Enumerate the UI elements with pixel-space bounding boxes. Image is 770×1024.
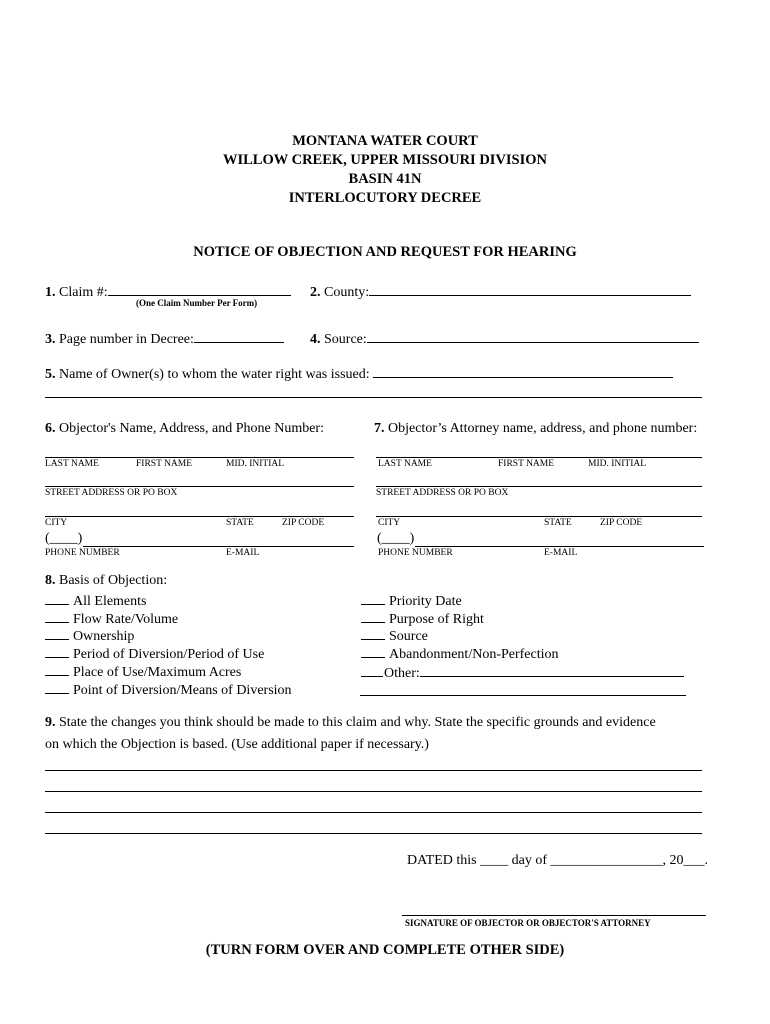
objector-street-line[interactable]: [45, 486, 354, 487]
basis-option-point-of-diversion[interactable]: [45, 681, 292, 699]
q2-number: 2.: [310, 285, 321, 300]
source-field[interactable]: [310, 329, 699, 348]
objector-city-line[interactable]: [45, 516, 354, 517]
basis-heading: [45, 573, 167, 589]
q9-answer-line[interactable]: [45, 812, 702, 813]
basis-option-purpose[interactable]: [361, 610, 484, 628]
attorney-phone-prefix: (____): [377, 531, 415, 546]
checkbox-blank[interactable]: [361, 627, 385, 640]
attorney-street-label: STREET ADDRESS OR PO BOX: [376, 488, 509, 498]
attorney-phone-label: PHONE NUMBER: [378, 548, 453, 558]
court-name: MONTANA WATER COURT: [292, 133, 478, 149]
county-field[interactable]: [310, 282, 691, 301]
source-input[interactable]: [367, 329, 699, 343]
county-label: County:: [324, 285, 370, 300]
checkbox-blank[interactable]: [45, 663, 69, 676]
attorney-last-name-label: LAST NAME: [378, 459, 432, 469]
signature-line[interactable]: [402, 915, 706, 916]
basis-option-abandonment[interactable]: [361, 645, 559, 663]
owner-name-input[interactable]: [373, 364, 673, 378]
dated-line[interactable]: DATED this ____ day of ________________, 20___.: [407, 853, 708, 868]
other-input[interactable]: [420, 663, 684, 677]
option-label: Flow Rate/Volume: [73, 612, 179, 627]
q9-text-line1: [45, 715, 656, 731]
objector-street-label: STREET ADDRESS OR PO BOX: [45, 488, 178, 498]
county-input[interactable]: [369, 282, 691, 296]
attorney-zip-label: ZIP CODE: [600, 518, 643, 528]
attorney-email-label: E-MAIL: [544, 548, 578, 558]
basis-option-priority-date[interactable]: [361, 592, 462, 610]
basis-option-source[interactable]: [361, 627, 428, 645]
page-number-label: Page number in Decree:: [59, 332, 194, 347]
attorney-street-line[interactable]: [376, 486, 702, 487]
objector-mid-initial-label: MID. INITIAL: [226, 459, 285, 469]
page-number-input[interactable]: [194, 329, 284, 343]
q9-text-line2: on which the Objection is based. (Use additional paper if necessary.): [45, 737, 429, 752]
option-label: Priority Date: [389, 594, 462, 609]
attorney-city-label: CITY: [378, 518, 401, 528]
checkbox-blank[interactable]: [45, 592, 69, 605]
option-label: All Elements: [73, 594, 147, 609]
decree-type: INTERLOCUTORY DECREE: [288, 190, 482, 206]
objector-label: Objector's Name, Address, and Phone Number:: [59, 421, 324, 436]
basis-option-flow-rate[interactable]: [45, 610, 178, 628]
claim-number-label: Claim #:: [59, 285, 108, 300]
objector-name-line[interactable]: [45, 457, 354, 458]
option-label: Other:: [384, 666, 420, 681]
attorney-state-label: STATE: [544, 518, 572, 528]
claim-number-note: (One Claim Number Per Form): [136, 298, 258, 308]
checkbox-blank[interactable]: [45, 610, 69, 623]
q9-instructions: State the changes you think should be made to this claim and why. State the specific grounds and evidence: [59, 715, 656, 730]
objector-phone-label: PHONE NUMBER: [45, 548, 120, 558]
option-label: Period of Diversion/Period of Use: [73, 647, 265, 662]
source-label: Source:: [324, 332, 367, 347]
option-label: Abandonment/Non-Perfection: [389, 647, 559, 662]
objector-last-name-label: LAST NAME: [45, 459, 99, 469]
signature-label: SIGNATURE OF OBJECTOR OR OBJECTOR'S ATTORNEY: [405, 918, 651, 928]
attorney-heading: [374, 421, 697, 437]
checkbox-blank[interactable]: [361, 645, 385, 658]
attorney-phone-line[interactable]: [415, 546, 704, 547]
q4-number: 4.: [310, 332, 321, 347]
basis-option-ownership[interactable]: [45, 627, 134, 645]
claim-number-input[interactable]: [108, 282, 291, 296]
attorney-first-name-label: FIRST NAME: [498, 459, 555, 469]
q9-answer-line[interactable]: [45, 770, 702, 771]
attorney-city-line[interactable]: [376, 516, 702, 517]
option-label: Purpose of Right: [389, 612, 484, 627]
page-number-field[interactable]: [45, 329, 284, 348]
q3-number: 3.: [45, 332, 56, 347]
attorney-label: Objector’s Attorney name, address, and phone number:: [388, 421, 698, 436]
basis-option-all-elements[interactable]: [45, 592, 147, 610]
form-title: NOTICE OF OBJECTION AND REQUEST FOR HEARING: [193, 244, 577, 260]
turn-over-notice: (TURN FORM OVER AND COMPLETE OTHER SIDE): [205, 942, 565, 958]
basin-name: BASIN 41N: [348, 171, 422, 187]
division-name: WILLOW CREEK, UPPER MISSOURI DIVISION: [222, 152, 548, 168]
q9-number: 9.: [45, 715, 56, 730]
owner-name-label: Name of Owner(s) to whom the water right was issued:: [59, 367, 370, 382]
objector-heading: [45, 421, 324, 437]
attorney-name-line[interactable]: [376, 457, 702, 458]
other-continuation-line[interactable]: [360, 695, 686, 696]
objector-zip-label: ZIP CODE: [282, 518, 325, 528]
objector-phone-prefix: (____): [45, 531, 83, 546]
objector-state-label: STATE: [226, 518, 254, 528]
q7-number: 7.: [374, 421, 385, 436]
objector-first-name-label: FIRST NAME: [136, 459, 193, 469]
objector-email-label: E-MAIL: [226, 548, 260, 558]
q9-answer-line[interactable]: [45, 791, 702, 792]
basis-option-period-of-diversion[interactable]: [45, 645, 264, 663]
owner-name-continuation-line[interactable]: [45, 397, 702, 398]
q5-number: 5.: [45, 367, 56, 382]
owner-name-field[interactable]: [45, 364, 673, 383]
checkbox-blank[interactable]: [361, 610, 385, 623]
option-label: Place of Use/Maximum Acres: [73, 665, 242, 680]
option-label: Source: [389, 629, 428, 644]
basis-option-other[interactable]: [361, 663, 684, 682]
checkbox-blank[interactable]: [361, 664, 383, 677]
checkbox-blank[interactable]: [45, 645, 69, 658]
checkbox-blank[interactable]: [361, 592, 385, 605]
option-label: Point of Diversion/Means of Diversion: [73, 683, 292, 698]
option-label: Ownership: [73, 629, 135, 644]
objector-city-label: CITY: [45, 518, 68, 528]
basis-option-place-of-use[interactable]: [45, 663, 241, 681]
attorney-mid-initial-label: MID. INITIAL: [588, 459, 647, 469]
q9-answer-line[interactable]: [45, 833, 702, 834]
basis-label: Basis of Objection:: [59, 573, 168, 588]
q8-number: 8.: [45, 573, 56, 588]
objector-phone-line[interactable]: [83, 546, 354, 547]
checkbox-blank[interactable]: [45, 627, 69, 640]
q1-number: 1.: [45, 285, 56, 300]
checkbox-blank[interactable]: [45, 681, 69, 694]
q6-number: 6.: [45, 421, 56, 436]
